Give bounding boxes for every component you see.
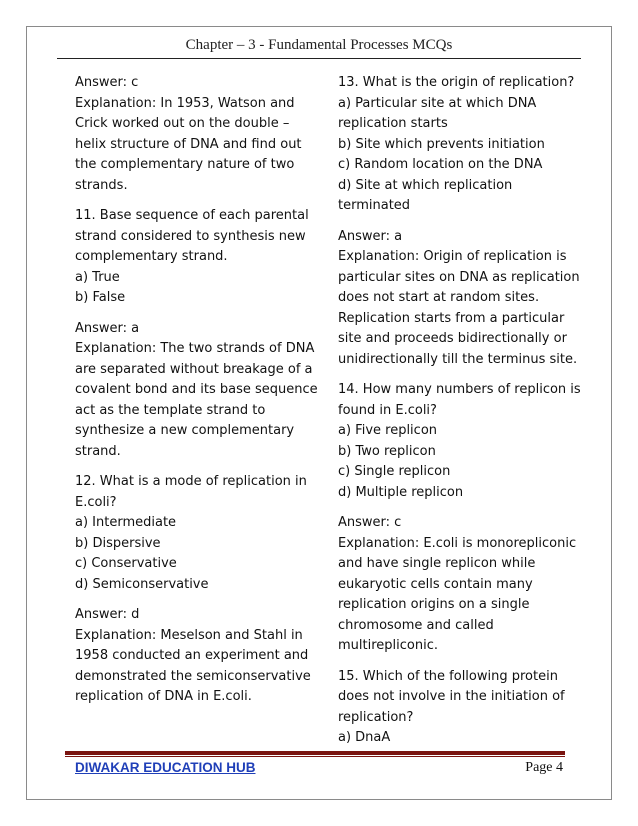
- text-line: Answer: a: [75, 320, 140, 336]
- block-spacer: [75, 309, 325, 319]
- text-line: site and proceeds bidirectionally or: [338, 331, 567, 346]
- text-line: helix structure of DNA and find out: [75, 136, 302, 152]
- text-line: strand considered to synthesis new: [75, 228, 306, 244]
- text-line: Explanation: Origin of replication is: [338, 249, 567, 264]
- text-line: a) Particular site at which DNA: [338, 95, 537, 111]
- text-line: eukaryotic cells contain many: [338, 576, 533, 592]
- right-column: [338, 73, 588, 749]
- text-line: Replication starts from a particular: [338, 310, 565, 326]
- text-line: does not start at random sites.: [338, 290, 540, 305]
- left-column-block: [75, 206, 325, 309]
- text-line: complementary strand.: [75, 249, 228, 264]
- text-line: c) Single replicon: [338, 464, 451, 479]
- header-divider: [57, 58, 581, 59]
- text-line: replication of DNA in E.coli.: [75, 689, 252, 704]
- text-line: Answer: c: [75, 75, 139, 90]
- text-line: the complementary nature of two: [75, 157, 295, 172]
- text-line: 12. What is a mode of replication in: [75, 474, 307, 489]
- text-line: d) Multiple replicon: [338, 484, 464, 500]
- text-line: replication?: [338, 709, 414, 725]
- text-line: c) Random location on the DNA: [338, 157, 543, 172]
- text-line: E.coli?: [75, 494, 117, 510]
- page-number: Page 4: [525, 760, 563, 775]
- text-line: unidirectionally till the terminus site.: [338, 351, 578, 367]
- text-line: particular sites on DNA as replication: [338, 269, 580, 285]
- text-line: 1958 conducted an experiment and: [75, 648, 309, 663]
- left-column: [75, 73, 325, 708]
- text-line: Explanation: In 1953, Watson and: [75, 95, 295, 111]
- block-spacer: [338, 503, 588, 513]
- text-line: strands.: [75, 177, 128, 193]
- text-line: b) Dispersive: [75, 535, 161, 551]
- text-line: act as the template strand to: [75, 402, 266, 418]
- block-spacer: [75, 462, 325, 472]
- text-line: Crick worked out on the double –: [75, 116, 290, 131]
- right-column-block: [338, 73, 588, 217]
- block-spacer: [338, 370, 588, 380]
- text-line: Explanation: Meselson and Stahl in: [75, 627, 303, 643]
- text-line: are separated without breakage of a: [75, 361, 313, 377]
- text-line: chromosome and called: [338, 617, 494, 633]
- text-line: 11. Base sequence of each parental: [75, 208, 309, 223]
- text-line: d) Semiconservative: [75, 576, 209, 592]
- text-line: Answer: c: [338, 515, 402, 530]
- block-spacer: [75, 196, 325, 206]
- text-line: demonstrated the semiconservative: [75, 668, 311, 684]
- left-column-block: [75, 319, 325, 463]
- right-column-block: [338, 667, 588, 749]
- text-line: a) Intermediate: [75, 515, 177, 530]
- footer-divider-thin: [65, 756, 565, 757]
- right-column-block: [338, 227, 588, 371]
- footer-divider-thick: [65, 751, 565, 755]
- text-line: a) DnaA: [338, 730, 391, 745]
- text-line: strand.: [75, 443, 121, 459]
- text-line: replication origins on a single: [338, 597, 530, 612]
- block-spacer: [75, 595, 325, 605]
- text-line: 14. How many numbers of replicon is: [338, 382, 581, 397]
- text-line: 13. What is the origin of replication?: [338, 75, 575, 90]
- text-line: b) False: [75, 290, 126, 305]
- text-line: Answer: a: [338, 228, 403, 244]
- text-line: a) True: [75, 269, 120, 285]
- text-line: does not involve in the initiation of: [338, 689, 565, 704]
- right-column-block: [338, 513, 588, 657]
- text-line: c) Conservative: [75, 556, 177, 571]
- block-spacer: [338, 657, 588, 667]
- text-line: Explanation: E.coli is monorepliconic: [338, 535, 577, 551]
- text-line: 15. Which of the following protein: [338, 668, 558, 684]
- text-line: multirepliconic.: [338, 638, 438, 653]
- left-column-block: [75, 73, 325, 196]
- block-spacer: [338, 217, 588, 227]
- footer-brand-link[interactable]: DIWAKAR EDUCATION HUB: [75, 760, 256, 775]
- page-header-title: Chapter – 3 - Fundamental Processes MCQs: [185, 37, 453, 53]
- left-column-block: [75, 605, 325, 708]
- text-line: and have single replicon while: [338, 556, 536, 571]
- text-line: replication starts: [338, 116, 448, 131]
- text-line: a) Five replicon: [338, 423, 438, 438]
- text-line: Answer: d: [75, 607, 140, 622]
- text-line: b) Two replicon: [338, 443, 436, 459]
- left-column-block: [75, 472, 325, 595]
- text-line: d) Site at which replication: [338, 177, 513, 193]
- text-line: terminated: [338, 198, 411, 213]
- text-line: found in E.coli?: [338, 402, 437, 418]
- text-line: synthesize a new complementary: [75, 423, 295, 438]
- text-line: b) Site which prevents initiation: [338, 136, 545, 152]
- right-column-block: [338, 380, 588, 503]
- text-line: Explanation: The two strands of DNA: [75, 341, 315, 356]
- text-line: covalent bond and its base sequence: [75, 382, 318, 397]
